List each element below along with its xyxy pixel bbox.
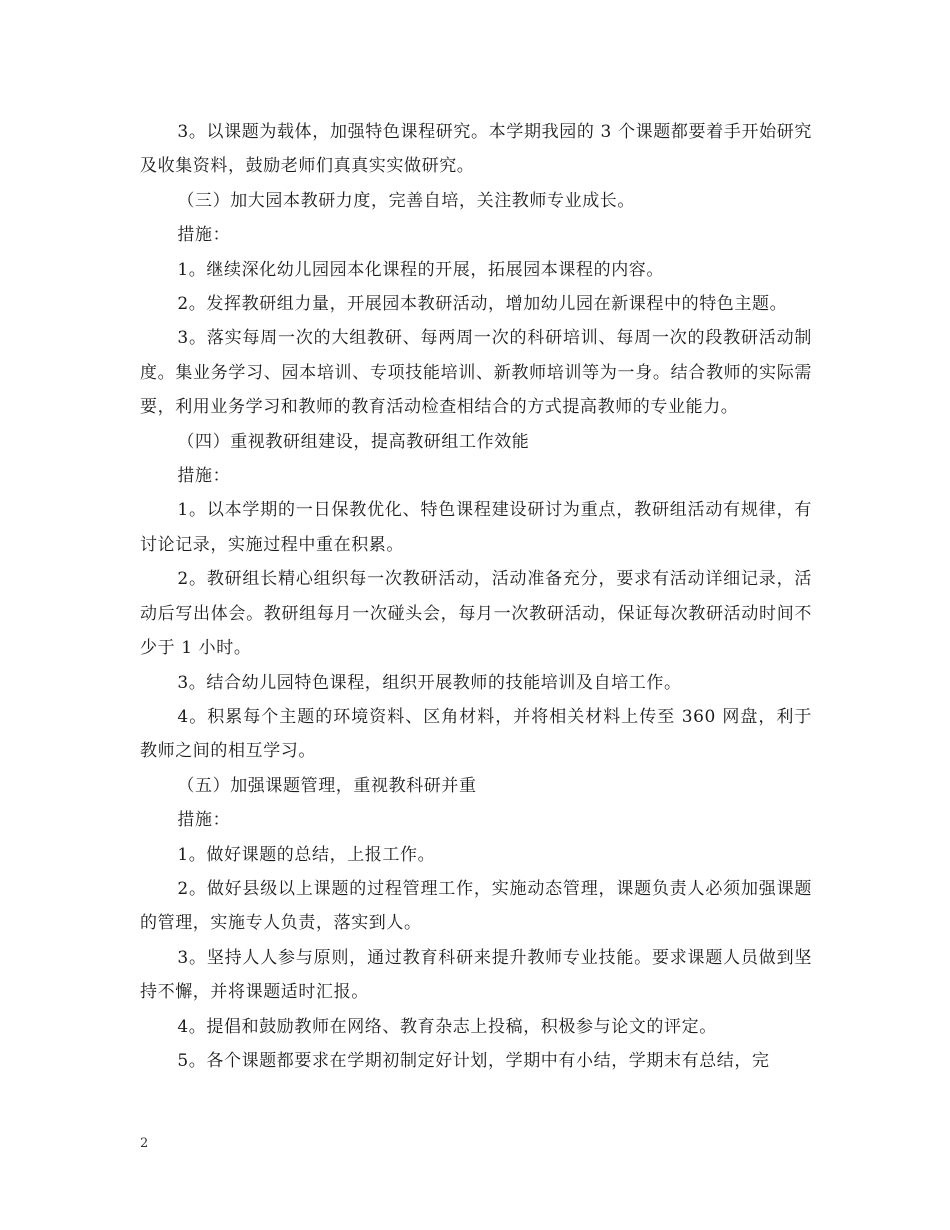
measures-label: 措施： <box>177 466 231 487</box>
document-body <box>140 115 812 1078</box>
list-item: 2。教研组长精心组织每一次教研活动，活动准备充分，要求有活动详细记录，活动后写出体会。教研组每月一次碰头会，每月一次教研活动，保证每次教研活动时间不少于 1 小时。 <box>140 569 812 659</box>
list-item: 3。坚持人人参与原则，通过教育科研来提升教师专业技能。要求课题人员做到坚持不懈，并将课题适时汇报。 <box>140 947 812 1003</box>
list-item: 3。落实每周一次的大组教研、每两周一次的科研培训、每周一次的段教研活动制度。集业务学习、园本培训、专项技能培训、新教师培训等为一身。结合教师的实际需要，利用业务学习和教师的教育活动检查相结合的方式提高教师的专业能力。 <box>140 328 812 418</box>
list-item: 4。提倡和鼓励教师在网络、教育杂志上投稿，积极参与论文的评定。 <box>177 1016 717 1037</box>
list-item: 1。继续深化幼儿园园本化课程的开展，拓展园本课程的内容。 <box>177 259 665 280</box>
list-item: 2。发挥教研组力量，开展园本教研活动，增加幼儿园在新课程中的特色主题。 <box>177 294 788 315</box>
section-heading-5: （五）加强课题管理，重视教科研并重 <box>177 775 477 796</box>
section-heading-4: （四）重视教研组建设，提高教研组工作效能 <box>177 431 530 452</box>
measures-label: 措施： <box>177 225 231 246</box>
list-item: 2。做好县级以上课题的过程管理工作，实施动态管理，课题负责人必须加强课题的管理，实施专人负责，落实到人。 <box>140 878 812 934</box>
list-item: 1。以本学期的一日保教优化、特色课程建设研讨为重点，教研组活动有规律，有讨论记录，实施过程中重在积累。 <box>140 500 812 555</box>
page-number: 2 <box>140 1136 149 1151</box>
list-item: 5。各个课题都要求在学期初制定好计划，学期中有小结，学期末有总结，完 <box>177 1050 770 1071</box>
measures-label: 措施： <box>177 810 231 831</box>
list-item: 1。做好课题的总结，上报工作。 <box>177 844 436 865</box>
list-item: 4。积累每个主题的环境资料、区角材料，并将相关材料上传至 360 网盘，利于教师之间的相互学习。 <box>140 706 812 762</box>
paragraph-topic-research: 3。以课题为载体，加强特色课程研究。本学期我园的 3 个课题都要着手开始研究及收集资料，鼓励老师们真真实实做研究。 <box>140 122 812 177</box>
list-item: 3。结合幼儿园特色课程，组织开展教师的技能培训及自培工作。 <box>177 672 682 693</box>
section-heading-3: （三）加大园本教研力度，完善自培，关注教师专业成长。 <box>177 190 635 211</box>
